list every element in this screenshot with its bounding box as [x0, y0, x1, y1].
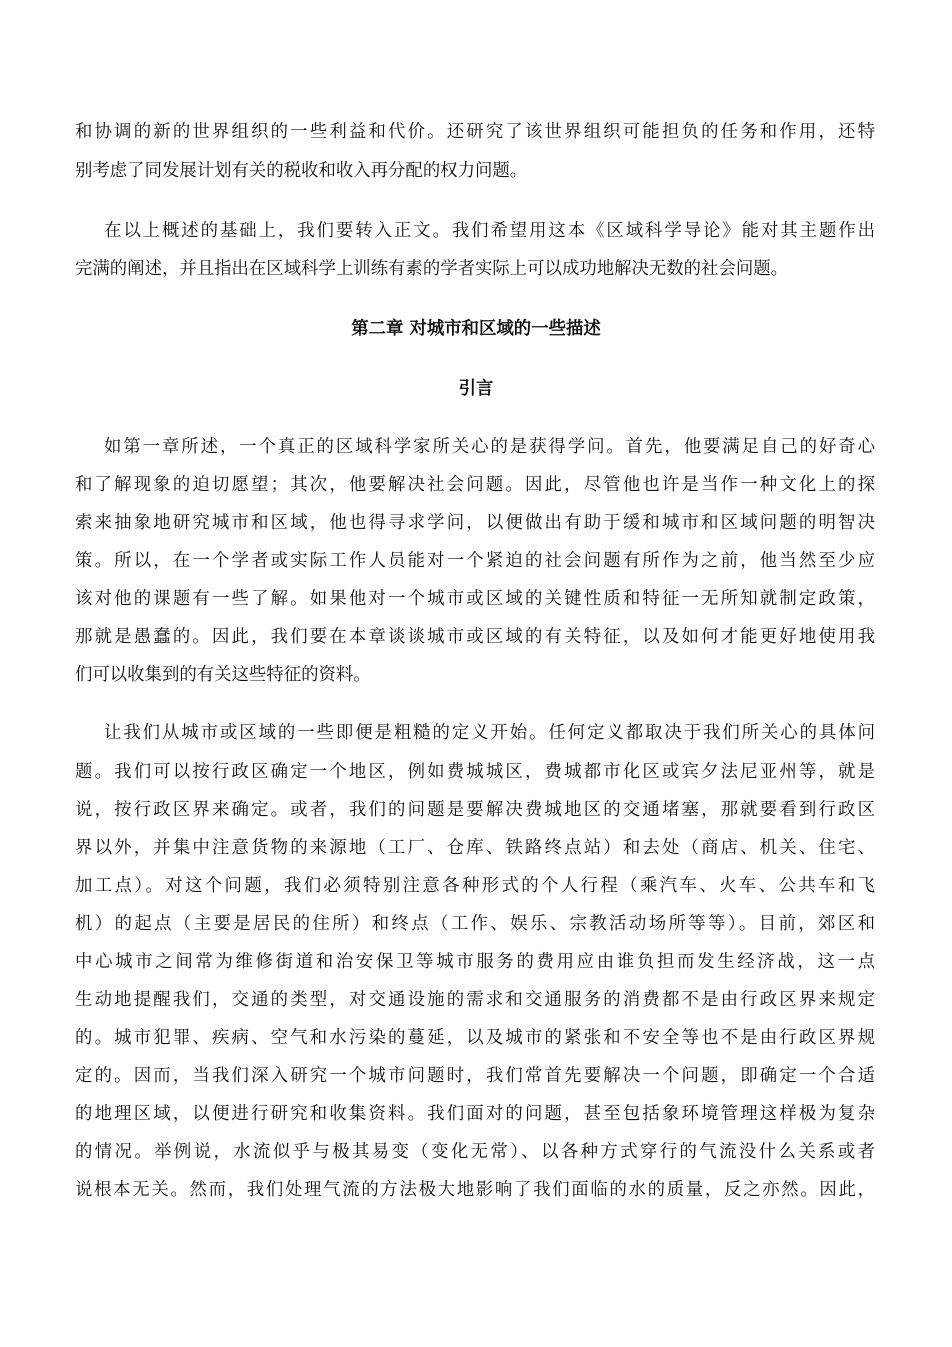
text-line: 界以外，并集中注意货物的来源地（工厂、仓库、铁路终点站）和去处（商店、机关、住宅、 — [75, 838, 875, 858]
text-line: 定的。因而，当我们深入研究一个城市问题时，我们常首先要解决一个问题，即确定一个合适 — [75, 1066, 875, 1086]
text-line: 那就是愚蠢的。因此，我们要在本章谈谈城市或区域的有关特征，以及如何才能更好地使用我 — [75, 627, 875, 647]
text-line: 索来抽象地研究城市和区域，他也得寻求学问，以便做出有助于缓和城市和区域问题的明智决 — [75, 513, 875, 533]
text-line: 说根本无关。然而，我们处理气流的方法极大地影响了我们面临的水的质量，反之亦然。因此， — [75, 1180, 875, 1200]
text-line: 中心城市之间常为维修街道和治安保卫等城市服务的费用应由谁负担而发生经济战，这一点 — [75, 952, 875, 972]
section-title: 引言 — [458, 379, 494, 399]
chapter-title: 第二章 对城市和区域的一些描述 — [351, 319, 601, 339]
text-line: 和了解现象的迫切愿望；其次，他要解决社会问题。因此，尽管他也许是当作一种文化上的探 — [75, 475, 875, 495]
text-line: 们可以收集到的有关这些特征的资料。 — [75, 665, 371, 685]
text-line: 加工点）。对这个问题，我们必须特别注意各种形式的个人行程（乘汽车、火车、公共车和飞 — [75, 876, 875, 896]
text-line: 在以上概述的基础上，我们要转入正文。我们希望用这本《区域科学导论》能对其主题作出 — [104, 221, 875, 241]
text-line: 的情况。举例说，水流似乎与极其易变（变化无常）、以各种方式穿行的气流没什么关系或者 — [75, 1142, 875, 1162]
text-line: 题。我们可以按行政区确定一个地区，例如费城城区，费城都市化区或宾夕法尼亚州等，就是 — [75, 762, 875, 782]
text-line: 策。所以，在一个学者或实际工作人员能对一个紧迫的社会问题有所作为之前，他当然至少应 — [75, 551, 875, 571]
text-line: 机）的起点（主要是居民的住所）和终点（工作、娱乐、宗教活动场所等等）。目前，郊区和 — [75, 914, 875, 934]
text-line: 和协调的新的世界组织的一些利益和代价。还研究了该世界组织可能担负的任务和作用，还特 — [75, 122, 875, 142]
text-line: 完满的阐述，并且指出在区域科学上训练有素的学者实际上可以成功地解决无数的社会问题。 — [75, 259, 789, 279]
text-line: 如第一章所述，一个真正的区域科学家所关心的是获得学问。首先，他要满足自己的好奇心 — [104, 437, 875, 457]
text-line: 该对他的课题有一些了解。如果他对一个城市或区域的关键性质和特征一无所知就制定政策， — [75, 589, 875, 609]
text-line: 的。城市犯罪、疾病、空气和水污染的蔓延，以及城市的紧张和不安全等也不是由行政区界规 — [75, 1028, 875, 1048]
text-line: 说，按行政区界来确定。或者，我们的问题是要解决费城地区的交通堵塞，那就要看到行政区 — [75, 800, 875, 820]
text-line: 别考虑了同发展计划有关的税收和收入再分配的权力问题。 — [75, 161, 528, 181]
text-line: 的地理区域，以便进行研究和收集资料。我们面对的问题，甚至包括象环境管理这样极为复杂 — [75, 1104, 875, 1124]
text-line: 生动地提醒我们，交通的类型，对交通设施的需求和交通服务的消费都不是由行政区界来规定 — [75, 990, 875, 1010]
text-line: 让我们从城市或区域的一些即便是粗糙的定义开始。任何定义都取决于我们所关心的具体问 — [104, 723, 875, 743]
